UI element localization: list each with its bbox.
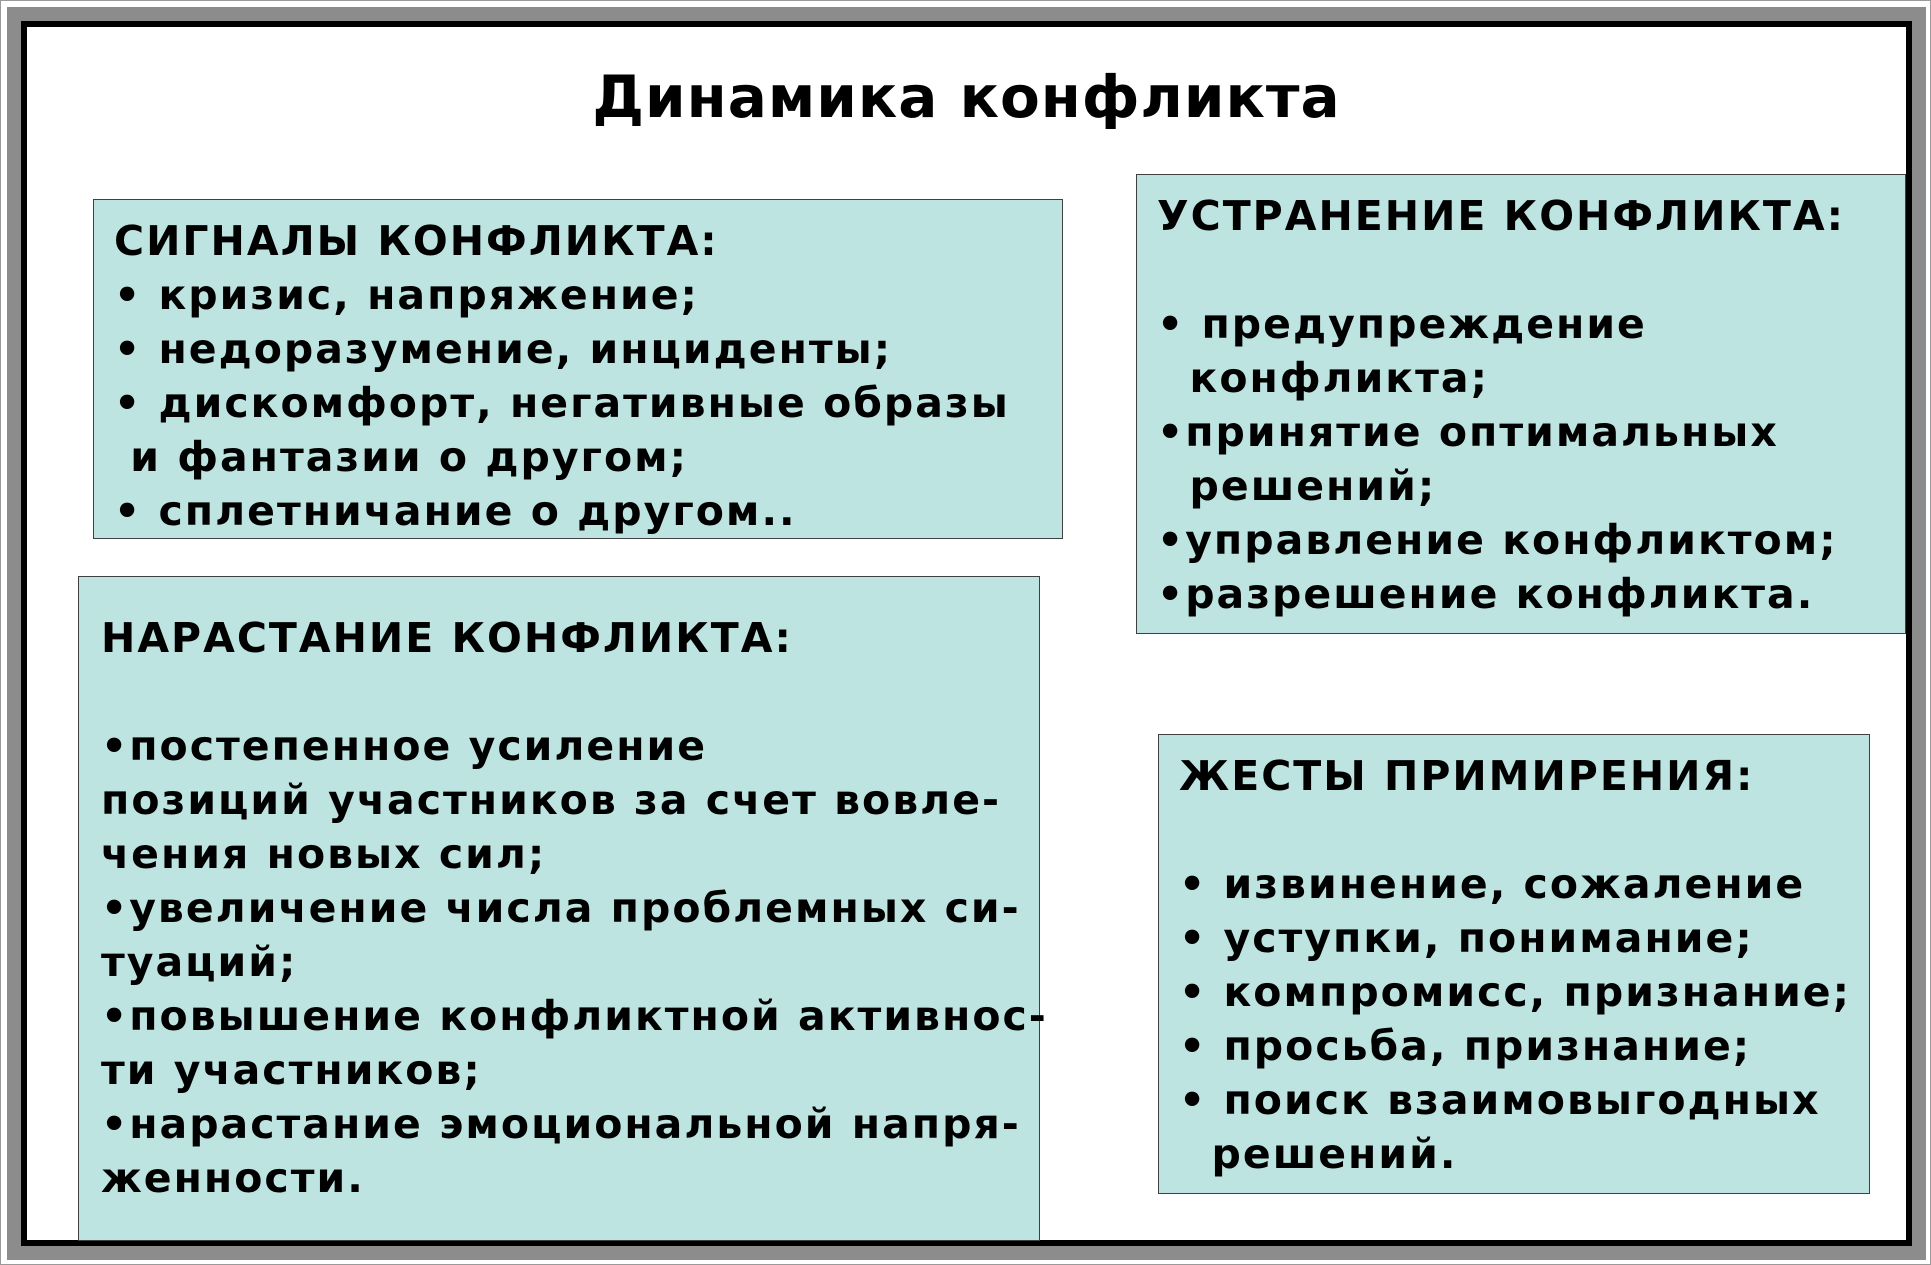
signals-line: и фантазии о другом; (114, 433, 689, 481)
removal-box (1136, 174, 1906, 634)
signals-line: • кризис, напряжение; (114, 271, 699, 319)
growth-line: позиций участников за счет вовле- (101, 776, 1002, 824)
gestures-line: • компромисс, признание; (1179, 968, 1852, 1016)
slide-title: Динамика конфликта (592, 63, 1341, 131)
gestures-heading: ЖЕСТЫ ПРИМИРЕНИЯ: (1179, 752, 1755, 800)
growth-line: •постепенное усиление (101, 722, 708, 770)
gestures-line: • уступки, понимание; (1179, 914, 1754, 962)
growth-line: •нарастание эмоциональной напря- (101, 1100, 1021, 1148)
gestures-box (1158, 734, 1870, 1194)
signals-line: • сплетничание о другом.. (114, 487, 797, 535)
removal-line: •разрешение конфликта. (1157, 570, 1815, 618)
removal-line: • предупреждение (1157, 300, 1647, 348)
growth-heading: НАРАСТАНИЕ КОНФЛИКТА: (101, 614, 793, 662)
growth-line: ти участников; (101, 1046, 482, 1094)
signals-box (93, 199, 1063, 539)
signals-line: • недоразумение, инциденты; (114, 325, 893, 373)
removal-line: конфликта; (1157, 354, 1489, 402)
gestures-line: решений. (1179, 1130, 1458, 1178)
removal-heading: УСТРАНЕНИЕ КОНФЛИКТА: (1157, 192, 1845, 240)
growth-line: •увеличение числа проблемных си- (101, 884, 1021, 932)
signals-line: • дискомфорт, негативные образы (114, 379, 1010, 427)
removal-line: решений; (1157, 462, 1437, 510)
growth-line: чения новых сил; (101, 830, 547, 878)
gestures-line: • поиск взаимовыгодных (1179, 1076, 1821, 1124)
growth-line: •повышение конфликтной активнос- (101, 992, 1048, 1040)
removal-line: •управление конфликтом; (1157, 516, 1838, 564)
growth-line: женности. (101, 1154, 365, 1202)
removal-line: •принятие оптимальных (1157, 408, 1779, 456)
signals-heading: СИГНАЛЫ КОНФЛИКТА: (114, 217, 719, 265)
gestures-line: • просьба, признание; (1179, 1022, 1752, 1070)
gestures-line: • извинение, сожаление (1179, 860, 1806, 908)
growth-line: туаций; (101, 938, 298, 986)
growth-box (78, 576, 1048, 1241)
